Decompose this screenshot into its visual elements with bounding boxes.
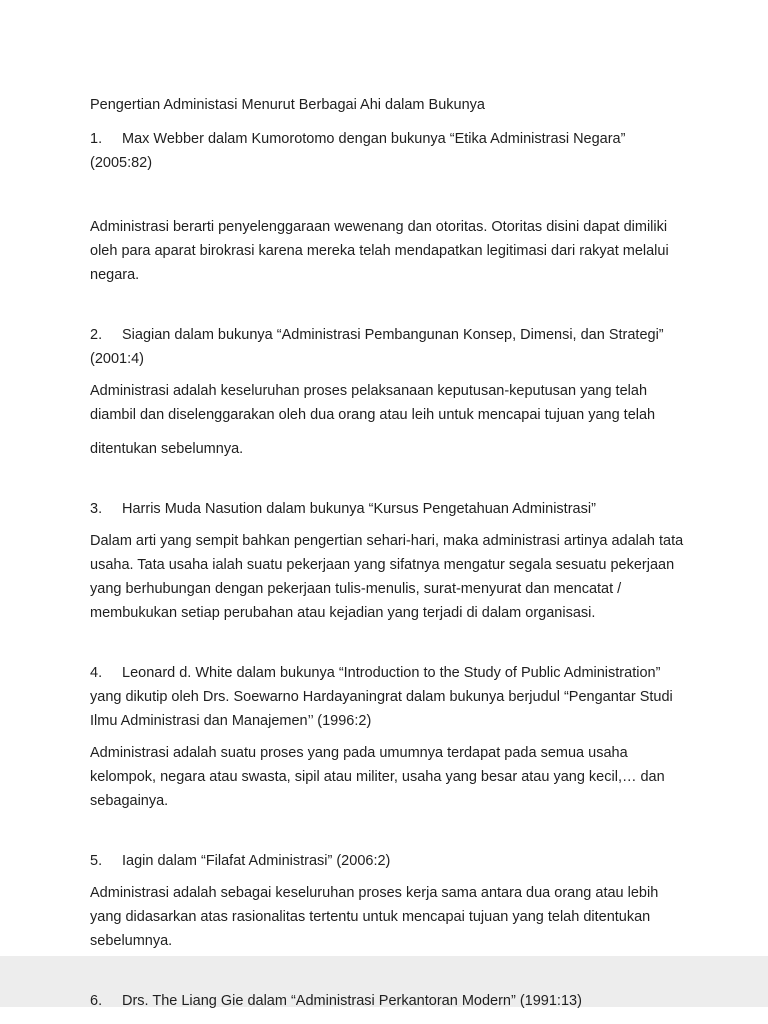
document-title: Pengertian Administasi Menurut Berbagai Ahi dalam Bukunya: [90, 97, 485, 113]
entry-heading-text: Max Webber dalam Kumorotomo dengan bukunya “Etika Administrasi Negara” (2005:82): [90, 131, 626, 171]
entry-1: [90, 127, 684, 287]
entry-heading-text: Iagin dalam “Filafat Administrasi” (2006:2): [122, 853, 391, 869]
entry-paragraph: Administrasi adalah sebagai keseluruhan proses kerja sama antara dua orang atau lebih yang didasarkan atas rasionalitas tertentu untuk mencapai tujuan yang telah ditentukan sebelumnya.: [90, 885, 659, 949]
entry-2: [90, 323, 684, 461]
entry-paragraph: Dalam arti yang sempit bahkan pengertian sehari-hari, maka administrasi artinya adalah tata usaha. Tata usaha ialah suatu pekerjaan yang sifatnya mengatur segala sesuatu pekerjaan yang berhubungan dengan pekerjaan tulis-menulis, surat-menyurat dan mencatat / membukukan setiap perubahan atau kejadian yang terjadi di dalam organisasi.: [90, 533, 684, 621]
entry-3: [90, 497, 684, 625]
entry-heading: [90, 989, 684, 1013]
entry-paragraph: Administrasi adalah suatu proses yang pada umumnya terdapat pada semua usaha kelompok, negara atau swasta, sipil atau militer, usaha yang besar atau yang kecil,… dan sebagainya.: [90, 745, 665, 809]
entry-heading-text: Harris Muda Nasution dalam bukunya “Kursus Pengetahuan Administrasi”: [122, 501, 596, 517]
entry-number: 4.: [90, 665, 103, 681]
entry-paragraph: Administrasi adalah keseluruhan proses pelaksanaan keputusan-keputusan yang telah diambil dan diselenggarakan oleh dua orang atau leih untuk mencapai tujuan yang telah: [90, 383, 656, 423]
entry-heading: [90, 661, 684, 733]
entry-number: 1.: [90, 131, 103, 147]
entry-6: [90, 989, 684, 1013]
entry-5: [90, 849, 684, 953]
entry-heading: [90, 323, 684, 371]
entry-heading-text: Siagian dalam bukunya “Administrasi Pembangunan Konsep, Dimensi, dan Strategi” (2001:4): [90, 327, 664, 367]
entry-4: [90, 661, 684, 813]
entry-number: 5.: [90, 853, 103, 869]
entry-heading-text: Leonard d. White dalam bukunya “Introduction to the Study of Public Administration” yang dikutip oleh Drs. Soewarno Hardayaningrat dalam bukunya berjudul “Pengantar Studi Ilmu Administrasi dan Manajemen’’ (1996:2): [90, 665, 673, 729]
entry-heading: [90, 849, 684, 873]
entry-number: 6.: [90, 993, 103, 1009]
entry-heading-text: Drs. The Liang Gie dalam “Administrasi Perkantoran Modern” (1991:13): [122, 993, 582, 1009]
entry-paragraph: ditentukan sebelumnya.: [90, 441, 244, 457]
entry-number: 3.: [90, 501, 103, 517]
entry-number: 2.: [90, 327, 103, 343]
entry-paragraph: Administrasi berarti penyelenggaraan wewenang dan otoritas. Otoritas disini dapat dimiliki oleh para aparat birokrasi karena mereka telah mendapatkan legitimasi dari rakyat melalui negara.: [90, 219, 669, 283]
entry-heading: [90, 497, 684, 521]
entry-heading: [90, 127, 684, 175]
